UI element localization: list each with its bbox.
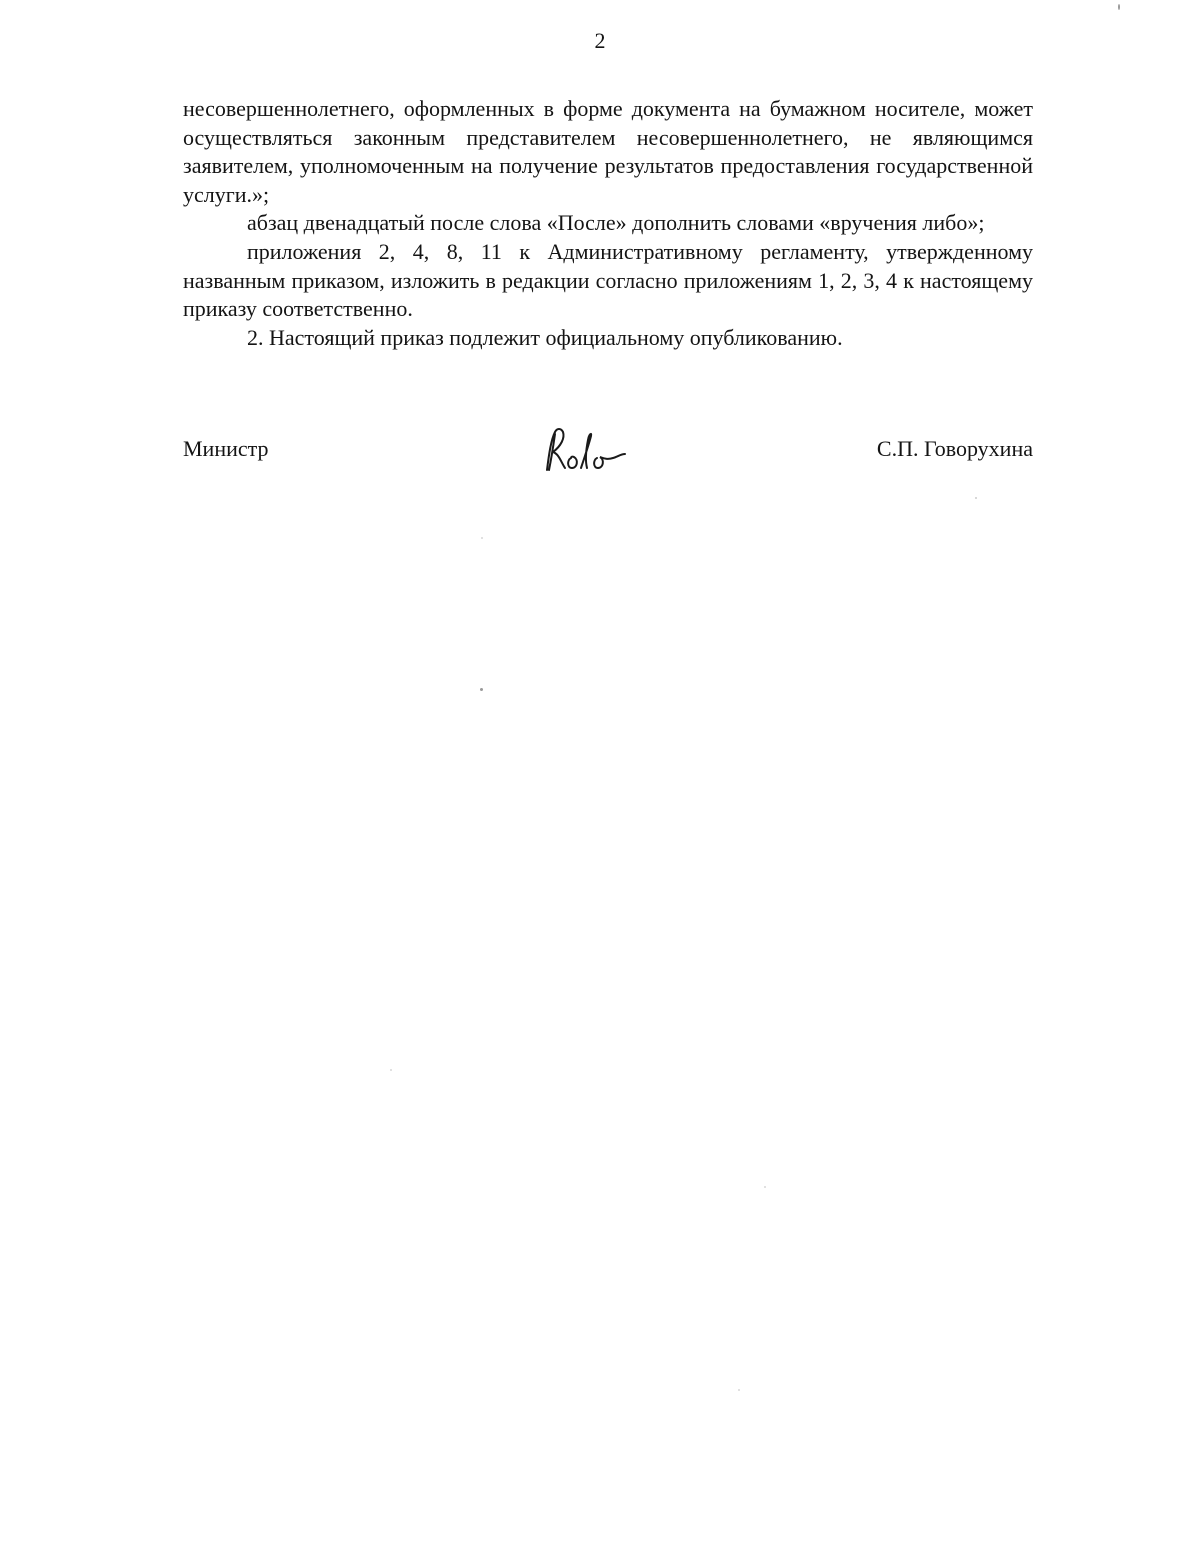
scan-speck <box>481 537 483 539</box>
paragraph-publication: 2. Настоящий приказ подлежит официальному опубликованию. <box>247 324 843 350</box>
paragraph-continuation: несовершеннолетнего, оформленных в форме документа на бумажном носителе, может осуществляться законным представителем несовершеннолетнего, не являющимся заявителем, уполномоченным на получение результатов предоставления государственной услуги.»; <box>183 96 1033 207</box>
scan-speck <box>975 497 977 499</box>
page-number: 2 <box>594 28 606 53</box>
scan-speck <box>764 1186 766 1188</box>
scan-speck <box>390 1069 392 1071</box>
signature-block <box>183 432 1033 492</box>
handwritten-signature <box>541 424 631 480</box>
scan-speck <box>480 688 483 691</box>
paragraph-amendment-twelfth: абзац двенадцатый после слова «После» дополнить словами «вручения либо»; <box>247 210 985 236</box>
paragraph-appendices: приложения 2, 4, 8, 11 к Административному регламенту, утвержденному названным приказом, изложить в редакции согласно приложениям 1, 2, 3, 4 к настоящему приказу соответственно. <box>183 238 1033 322</box>
scan-speck <box>1118 4 1120 10</box>
scan-speck <box>738 1389 740 1391</box>
document-body <box>183 95 1033 352</box>
signatory-position: Министр <box>183 436 269 461</box>
signatory-name: С.П. Говорухина <box>876 436 1033 461</box>
